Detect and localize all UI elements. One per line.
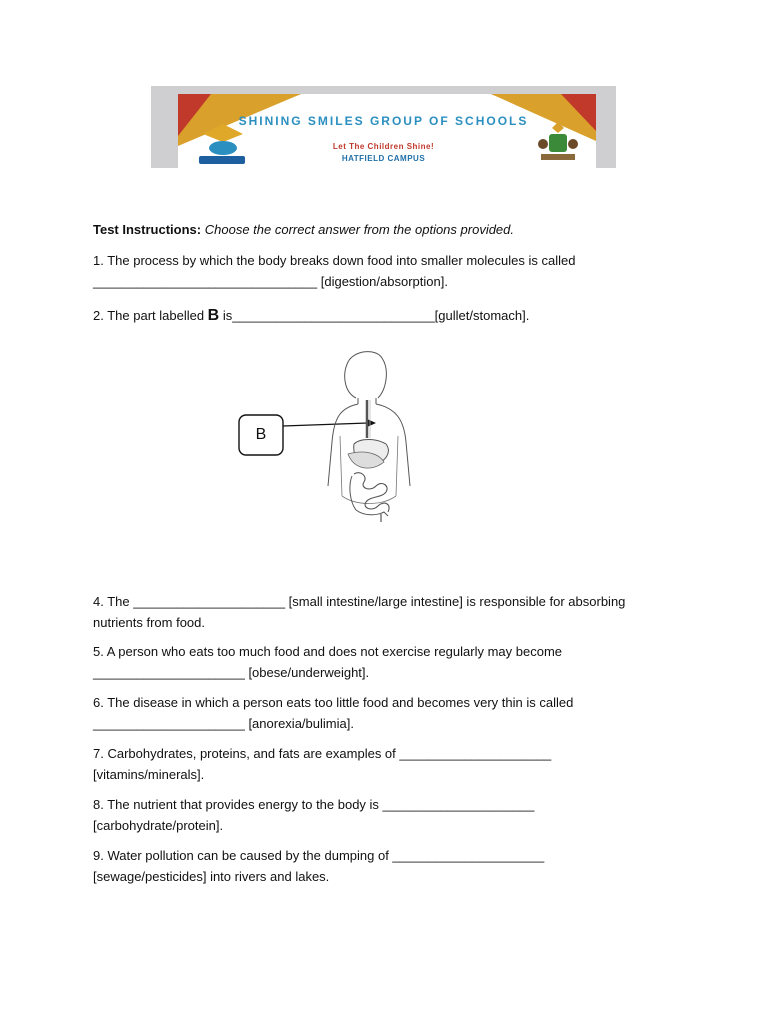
question-answer-line: is____________________________[gullet/stomach]. — [219, 308, 530, 323]
question-answer-line: _______________________________ [digestion/absorption]. — [93, 273, 448, 289]
question-5 — [93, 642, 693, 683]
campus-name: HATFIELD CAMPUS — [341, 154, 426, 163]
school-motto: Let The Children Shine! — [332, 142, 435, 151]
question-text: 4. The _____________________ [small intestine/large intestine] is responsible for absorbing — [93, 594, 626, 609]
question-2 — [93, 306, 693, 327]
question-9 — [93, 846, 693, 887]
question-answer-options: [vitamins/minerals]. — [93, 766, 205, 782]
school-banner — [151, 86, 616, 168]
question-text: 6. The disease in which a person eats too little food and becomes very thin is called — [93, 695, 574, 710]
test-instructions — [93, 220, 693, 241]
question-6 — [93, 693, 693, 734]
question-7 — [93, 744, 693, 785]
diagram-label-b: B — [255, 426, 267, 443]
question-text: 9. Water pollution can be caused by the dumping of _____________________ — [93, 848, 545, 863]
question-text: 7. Carbohydrates, proteins, and fats are examples of _____________________ — [93, 746, 552, 761]
question-answer-options: [carbohydrate/protein]. — [93, 817, 224, 833]
question-text-continued: nutrients from food. — [93, 614, 205, 630]
instructions-text: Choose the correct answer from the options provided. — [204, 222, 515, 237]
instructions-label: Test Instructions: — [93, 222, 202, 237]
question-text: 1. The process by which the body breaks down food into smaller molecules is called — [93, 253, 576, 268]
question-8 — [93, 795, 693, 836]
question-text: 2. The part labelled — [93, 308, 208, 323]
question-text: 5. A person who eats too much food and does not exercise regularly may become — [93, 644, 562, 659]
question-4 — [93, 592, 693, 633]
question-text: 8. The nutrient that provides energy to the body is _____________________ — [93, 797, 535, 812]
question-answer-line: _____________________ [obese/underweight]. — [93, 664, 370, 680]
question-1 — [93, 251, 693, 292]
school-name: SHINING SMILES GROUP OF SCHOOLS — [238, 114, 529, 128]
part-label-b: B — [207, 307, 220, 324]
question-answer-line: _____________________ [anorexia/bulimia]. — [93, 715, 354, 731]
question-answer-options: [sewage/pesticides] into rivers and lakes. — [93, 868, 330, 884]
digestive-system-diagram — [236, 346, 446, 531]
